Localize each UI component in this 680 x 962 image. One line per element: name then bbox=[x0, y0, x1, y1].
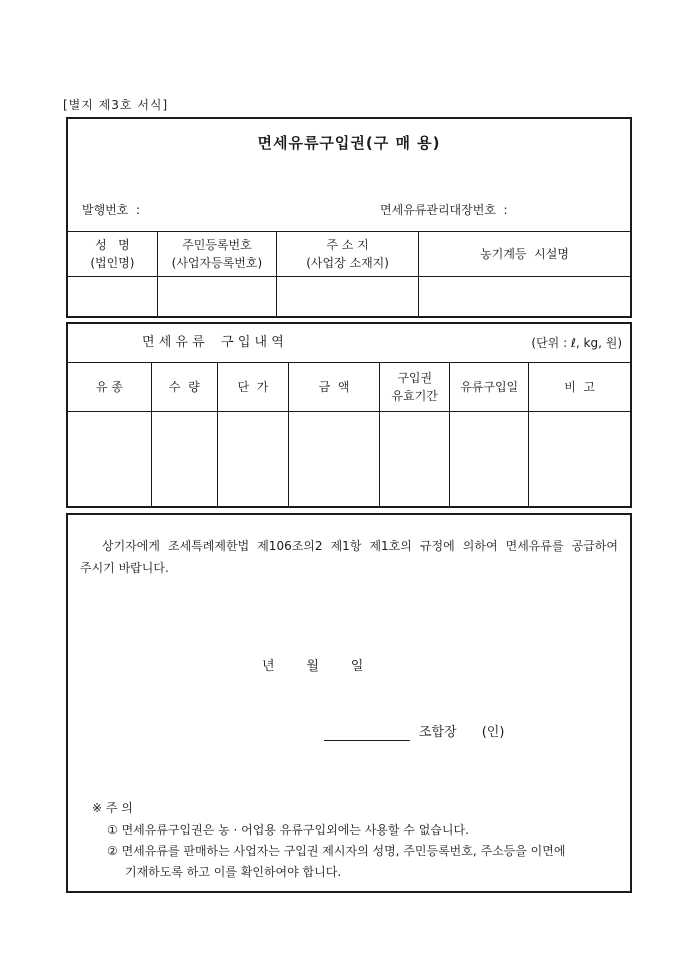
value-cell-oil-type bbox=[68, 412, 151, 507]
signature-blank-line bbox=[324, 725, 410, 741]
purchase-table bbox=[68, 362, 630, 506]
notice-block bbox=[92, 798, 618, 883]
header-label: 농기계등 시설명 bbox=[480, 247, 569, 261]
header-cell-quantity bbox=[151, 363, 217, 412]
value-cell-remarks bbox=[529, 412, 630, 507]
header-label: 유 종 bbox=[95, 380, 123, 394]
header-cell-name bbox=[68, 232, 157, 277]
header-cell-unit-price bbox=[217, 363, 288, 412]
signature-row bbox=[324, 725, 504, 741]
applicant-value-row bbox=[68, 277, 630, 317]
header-label: 수 량 bbox=[168, 380, 200, 394]
value-cell-unit-price bbox=[217, 412, 288, 507]
header-label: 성 명 bbox=[95, 238, 130, 252]
applicant-header-row bbox=[68, 232, 630, 277]
date-line: 년 월 일 bbox=[262, 659, 365, 674]
ledger-number-label: 면세유류관리대장번호 : bbox=[380, 203, 508, 217]
header-sublabel: (사업장 소재지) bbox=[306, 256, 389, 270]
purchase-section-title: 면 세 유 류 구 입 내 역 bbox=[142, 335, 284, 350]
value-cell-purchase-date bbox=[450, 412, 529, 507]
header-cell-purchase-date bbox=[450, 363, 529, 412]
purchase-title-band bbox=[68, 324, 630, 364]
header-cell-amount bbox=[288, 363, 380, 412]
header-label: 주 소 지 bbox=[326, 238, 369, 252]
value-cell-address bbox=[276, 277, 418, 317]
value-cell-name bbox=[68, 277, 157, 317]
notice-item-2: ② 면세유류를 판매하는 사업자는 구입권 제시자의 성명, 주민등록번호, 주소등을 이면에 기재하도록 하고 이를 확인하여야 합니다. bbox=[107, 844, 566, 879]
purchase-header-row bbox=[68, 363, 630, 412]
value-cell-machinery bbox=[419, 277, 630, 317]
header-label: 단 가 bbox=[237, 380, 269, 394]
purchase-section-box bbox=[66, 322, 632, 508]
seal-label: (인) bbox=[481, 725, 505, 740]
value-cell-amount bbox=[288, 412, 380, 507]
header-section-box bbox=[66, 117, 632, 318]
header-sublabel: (법인명) bbox=[90, 256, 135, 270]
value-cell-resident-no bbox=[157, 277, 276, 317]
header-label: 구입권 bbox=[397, 371, 433, 385]
header-label: 주민등록번호 bbox=[182, 238, 252, 252]
notice-item-1: ① 면세유류구입권은 농 · 어업용 유류구입외에는 사용할 수 없습니다. bbox=[107, 823, 469, 837]
header-cell-oil-type bbox=[68, 363, 151, 412]
annex-form-label: [별지 제3호 서식] bbox=[63, 98, 169, 112]
header-cell-address bbox=[276, 232, 418, 277]
purchase-value-row bbox=[68, 412, 630, 507]
header-sublabel: 유효기간 bbox=[391, 389, 438, 403]
statement-section-box bbox=[66, 513, 632, 893]
value-cell-quantity bbox=[151, 412, 217, 507]
header-sublabel: (사업자등록번호) bbox=[171, 256, 263, 270]
header-label: 유류구입일 bbox=[460, 380, 519, 394]
signer-title: 조합장 bbox=[419, 725, 457, 740]
applicant-table bbox=[68, 231, 630, 316]
issue-number-label: 발행번호 : bbox=[82, 203, 141, 217]
notice-heading: ※ 주 의 bbox=[92, 801, 133, 815]
form-title: 면세유류구입권(구 매 용) bbox=[257, 134, 441, 152]
header-label: 금 액 bbox=[318, 380, 350, 394]
header-label: 비 고 bbox=[564, 380, 596, 394]
header-cell-validity bbox=[380, 363, 450, 412]
value-cell-validity bbox=[380, 412, 450, 507]
header-cell-remarks bbox=[529, 363, 630, 412]
header-cell-resident-no bbox=[157, 232, 276, 277]
unit-label: (단위 : ℓ, kg, 원) bbox=[531, 336, 622, 350]
header-cell-machinery bbox=[419, 232, 630, 277]
request-text: 상기자에게 조세특례제한법 제106조의2 제1항 제1호의 규정에 의하여 면세유류를 공급하여 주시기 바랍니다. bbox=[80, 539, 618, 575]
